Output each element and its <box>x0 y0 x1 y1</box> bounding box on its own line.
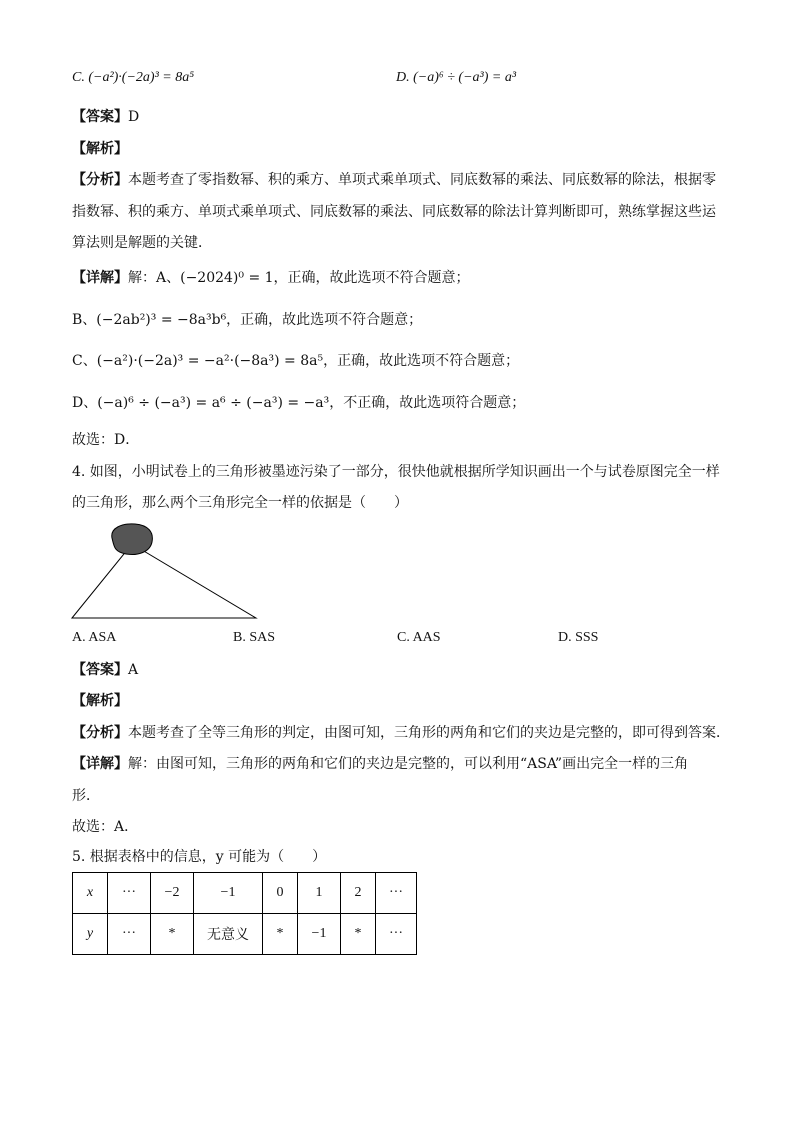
fenxi-tag: 【分析】 <box>72 172 128 188</box>
answer-value: D <box>128 109 140 125</box>
q3-fenxi-line-3: 算法则是解题的关键． <box>72 235 212 251</box>
table-cell: −1 <box>298 914 341 955</box>
table-cell: x <box>73 873 108 914</box>
table-cell: ··· <box>376 873 417 914</box>
table-cell: 无意义 <box>194 914 263 955</box>
q4-option-d: D. SSS <box>558 630 599 645</box>
fenxi-text: 本题考查了全等三角形的判定，由图可知，三角形的两角和它们的夹边是完整的，即可得到答案． <box>128 725 730 741</box>
table-cell: ··· <box>108 873 151 914</box>
q3-detail-d: D、(−a)⁶ ÷ (−a³) = a⁶ ÷ (−a³) = −a³，不正确，故此选项符合题意； <box>72 395 526 411</box>
fenxi-text: 本题考查了零指数幂、积的乘方、单项式乘单项式、同底数幂的乘法、同底数幂的除法，根据零 <box>128 172 716 188</box>
answer-tag: 【答案】 <box>72 109 128 125</box>
q4-stem-line-2: 的三角形，那么两个三角形完全一样的依据是（ ） <box>72 495 408 511</box>
fenxi-tag: 【分析】 <box>72 725 128 741</box>
option-d: D. (−a)⁶ ÷ (−a³) = a³ <box>396 70 517 85</box>
table-cell: −2 <box>151 873 194 914</box>
table-row-y <box>73 914 417 955</box>
detail-tag: 【详解】 <box>72 756 128 772</box>
table-cell: 1 <box>298 873 341 914</box>
triangle-figure <box>60 518 280 628</box>
q3-fenxi-line-2: 指数幂、积的乘方、单项式乘单项式、同底数幂的乘法、同底数幂的除法计算判断即可，熟练掌握这些运 <box>72 204 716 220</box>
table-cell: 0 <box>263 873 298 914</box>
analysis-tag: 【解析】 <box>72 141 128 157</box>
table-cell: y <box>73 914 108 955</box>
triangle <box>72 544 256 618</box>
q4-option-c: C. AAS <box>397 630 441 645</box>
q3-fenxi-line-1 <box>72 170 716 190</box>
q4-detail-line-1 <box>72 754 688 774</box>
table-cell: * <box>263 914 298 955</box>
q4-option-a: A. ASA <box>72 630 117 645</box>
value-table <box>72 872 417 955</box>
q4-detail-line-2: 形． <box>72 788 100 804</box>
table-cell: * <box>341 914 376 955</box>
q3-answer-line <box>72 107 139 127</box>
detail-text: 解：A、(−2024)⁰ = 1，正确，故此选项不符合题意； <box>128 270 470 286</box>
detail-text: 解：由图可知，三角形的两角和它们的夹边是完整的，可以利用“ASA”画出完全一样的三角 <box>128 756 689 772</box>
table-cell: ··· <box>108 914 151 955</box>
q4-option-b: B. SAS <box>233 630 276 645</box>
q4-stem-line-1: 4. 如图，小明试卷上的三角形被墨迹污染了一部分，很快他就根据所学知识画出一个与试卷原图完全一样 <box>72 464 720 480</box>
table-cell: −1 <box>194 873 263 914</box>
q3-choose: 故选：D． <box>72 432 140 448</box>
analysis-tag: 【解析】 <box>72 693 128 709</box>
table-cell: ··· <box>376 914 417 955</box>
answer-tag: 【答案】 <box>72 662 128 678</box>
q3-detail-b: B、(−2ab²)³ = −8a³b⁶，正确，故此选项不符合题意； <box>72 312 423 328</box>
q3-detail-c: C、(−a²)·(−2a)³ = −a²·(−8a³) = 8a⁵，正确，故此选项不符合题意； <box>72 353 520 369</box>
table-cell: 2 <box>341 873 376 914</box>
q4-fenxi-line <box>72 723 730 743</box>
option-c: C. (−a²)·(−2a)³ = 8a⁵ <box>72 70 195 85</box>
q3-detail-a <box>72 268 470 288</box>
q5-stem: 5. 根据表格中的信息，y 可能为（ ） <box>72 849 327 865</box>
answer-value: A <box>128 662 139 678</box>
table-row-x <box>73 873 417 914</box>
detail-tag: 【详解】 <box>72 270 128 286</box>
ink-blot <box>112 524 153 555</box>
q4-answer-line <box>72 660 138 680</box>
table-cell: * <box>151 914 194 955</box>
q4-choose: 故选：A． <box>72 819 139 835</box>
